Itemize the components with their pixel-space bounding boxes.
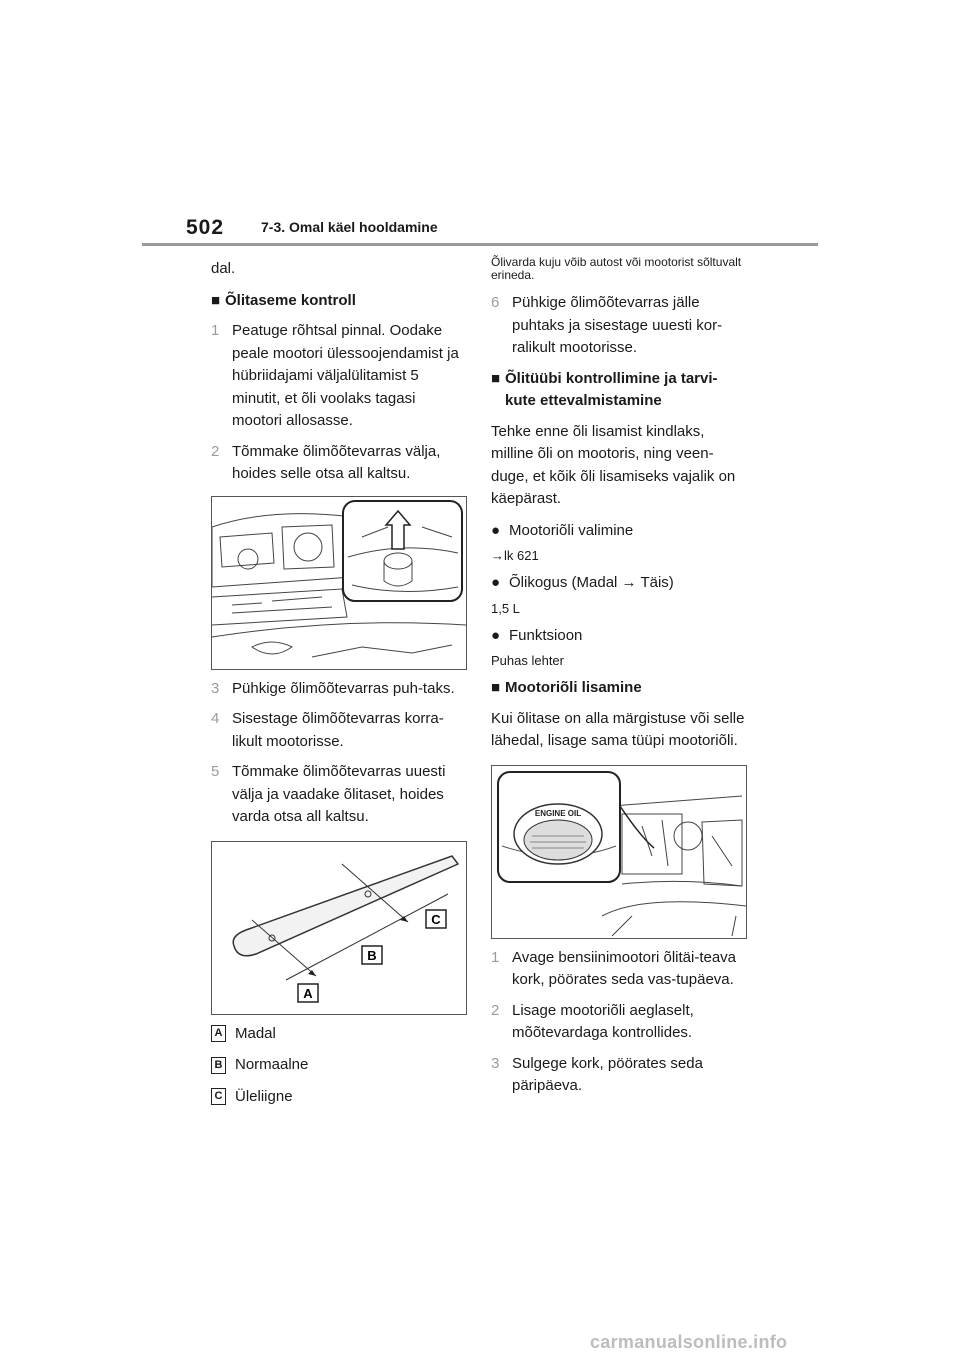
step-number: 3 (211, 679, 220, 697)
legend-item (211, 1054, 467, 1077)
dipstick-level-figure (211, 841, 467, 1015)
square-bullet-icon: ■ (211, 291, 221, 309)
step-number: 1 (491, 948, 500, 966)
step-item (211, 678, 467, 701)
legend-key: A (211, 1025, 226, 1042)
engine-dipstick-figure (211, 496, 467, 670)
step-item (491, 1000, 747, 1045)
engine-bay-illustration (212, 497, 466, 669)
oil-quantity-value: 1,5 L (491, 600, 520, 616)
watermark: carmanualsonline.info (590, 1332, 788, 1352)
bullet-text: Funktsioon (509, 626, 583, 644)
legend-key: C (211, 1088, 226, 1105)
step-text: Pühkige õlimõõtevarras puh-taks. (232, 679, 455, 697)
dipstick-shape-note: Õlivarda kuju võib autost või mootorist sõltuvalt erineda. (491, 255, 742, 282)
square-bullet-icon: ■ (491, 369, 501, 387)
oil-type-paragraph: Tehke enne õli lisamist kindlaks, milline õli on mootoris, ning veen-duge, et kõik õli lisamiseks vajalik on käepärast. (491, 422, 736, 507)
legend-text: Üleliigne (235, 1087, 293, 1105)
step-number: 2 (491, 1001, 500, 1019)
oil-type-heading (491, 368, 747, 413)
label-b: B (367, 947, 377, 963)
step-number: 3 (491, 1054, 500, 1072)
square-bullet-icon: ■ (491, 679, 501, 696)
step-number: 1 (211, 322, 220, 339)
step-number: 4 (211, 710, 220, 727)
legend-text: Normaalne (235, 1056, 309, 1073)
dipstick-illustration (212, 842, 466, 1014)
step-text: Peatuge rõhtsal pinnal. Oodake peale mootori ülessoojendamist ja hübriidajami väljalülitamist 5 minutit, et õli voolaks tagasi mootori allosasse. (232, 322, 459, 429)
step-text: Lisage mootoriõli aeglaselt, mõõtevardaga kontrollides. (512, 1001, 694, 1041)
continuation-text: dal. (211, 260, 236, 277)
legend-item (211, 1086, 467, 1109)
legend-key: B (211, 1057, 226, 1074)
page-reference-link[interactable]: →lk 621 (491, 548, 539, 563)
oil-level-check-heading (211, 290, 467, 313)
step-item (491, 292, 747, 360)
right-column (491, 256, 747, 1106)
left-column (211, 258, 467, 1117)
header-divider (142, 243, 818, 246)
page-number: 502 (186, 216, 225, 239)
step-text: Sulgege kork, pöörates seda päripäeva. (512, 1054, 703, 1094)
bullet-dot-icon: ● (491, 626, 501, 644)
step-number: 5 (211, 763, 220, 780)
step-text: Pühkige õlimõõtevarras jälle puhtaks ja sisestage uuesti kor-ralikult mootorisse. (512, 294, 723, 356)
oil-filler-cap-figure (491, 765, 747, 939)
step-item (491, 1053, 747, 1098)
bullet-text: Mootoriõli valimine (509, 521, 634, 539)
section-title: 7-3. Omal käel hooldamine (261, 219, 438, 235)
step-item (211, 441, 467, 486)
adding-oil-paragraph: Kui õlitase on alla märgistuse või selle lähedal, lisage sama tüüpi mootoriõli. (491, 709, 745, 749)
legend-text: Madal (235, 1024, 276, 1042)
function-value: Puhas lehter (491, 653, 564, 668)
bullet-item (491, 520, 747, 543)
step-text: Tõmmake õlimõõtevarras välja, hoides selle otsa all kaltsu. (232, 442, 441, 482)
step-item (491, 947, 747, 992)
step-text: Tõmmake õlimõõtevarras uuesti välja ja vaadake õlitaset, hoides varda otsa all kaltsu. (232, 763, 446, 825)
bullet-item (491, 572, 747, 595)
bullet-dot-icon: ● (491, 521, 501, 539)
step-number: 2 (211, 442, 220, 460)
bullet-text: Õlikogus (Madal → Täis) (509, 574, 674, 591)
heading-text: Mootoriõli lisamine (505, 679, 642, 696)
step-number: 6 (491, 294, 500, 311)
adding-oil-heading (491, 677, 747, 700)
heading-text: Õlitüübi kontrollimine ja tarvi-kute ettevalmistamine (505, 369, 718, 409)
label-c: C (431, 911, 441, 927)
step-text: Sisestage õlimõõtevarras korra-likult mootorisse. (232, 710, 444, 750)
label-a: A (303, 985, 313, 1001)
heading-text: Õlitaseme kontroll (225, 291, 356, 309)
bullet-item (491, 625, 747, 648)
step-item (211, 761, 467, 829)
step-item (211, 320, 467, 433)
step-item (211, 708, 467, 753)
legend-item (211, 1023, 467, 1046)
oil-cap-illustration (492, 766, 746, 938)
step-text: Avage bensiinimootori õlitäi-teava kork, pöörates seda vas-tupäeva. (512, 948, 737, 988)
bullet-dot-icon: ● (491, 574, 501, 591)
engine-oil-cap-text: ENGINE OIL (534, 808, 582, 818)
